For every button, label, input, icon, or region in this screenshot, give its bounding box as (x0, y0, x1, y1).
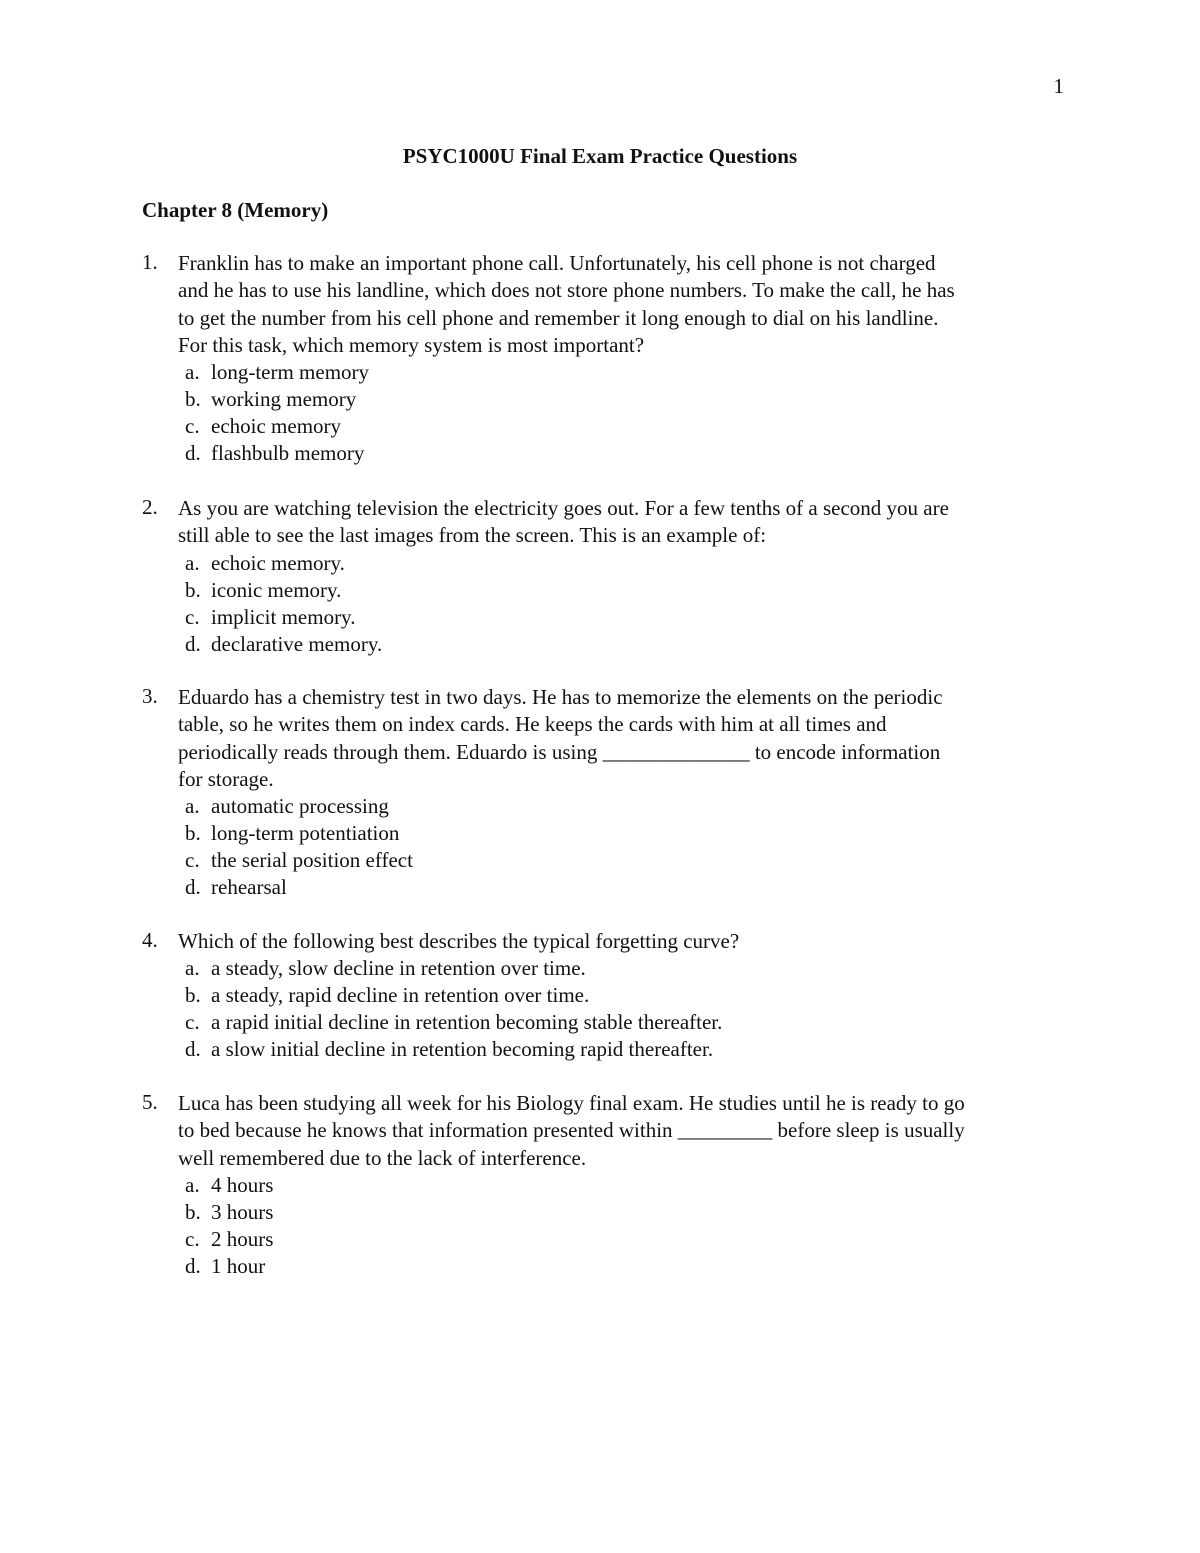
option-b: b. iconic memory. (185, 577, 342, 602)
question-number: 2. (142, 495, 158, 519)
option-d: d. flashbulb memory (185, 441, 365, 466)
option-c: c. a rapid initial decline in retention becoming stable thereafter. (185, 1010, 723, 1035)
option-c: c. implicit memory. (185, 604, 356, 629)
question-2 (142, 495, 1072, 658)
option-d: d. declarative memory. (185, 631, 383, 656)
question-line: periodically reads through them. Eduardo is using ______________ to encode information (178, 739, 941, 764)
question-text (178, 928, 1068, 955)
option-c: c. the serial position effect (185, 848, 413, 873)
question-number: 3. (142, 684, 158, 708)
question-line: Franklin has to make an important phone call. Unfortunately, his cell phone is not charged (178, 251, 936, 275)
option-b: b. a steady, rapid decline in retention over time. (185, 983, 590, 1008)
question-line: to get the number from his cell phone and remember it long enough to dial on his landline. (178, 305, 939, 330)
question-number: 1. (142, 250, 158, 274)
option-a: a. automatic processing (185, 794, 389, 819)
question-text (178, 495, 1068, 550)
question-line: and he has to use his landline, which does not store phone numbers. To make the call, he has (178, 278, 955, 303)
question-number: 5. (142, 1090, 158, 1114)
option-b: b. long-term potentiation (185, 821, 400, 846)
options-list (185, 793, 1072, 901)
question-text (178, 250, 1068, 359)
chapter-heading: Chapter 8 (Memory) (142, 198, 329, 222)
question-line: For this task, which memory system is most important? (178, 332, 645, 357)
question-text (178, 684, 1068, 793)
question-text (178, 1090, 1068, 1172)
option-a: a. echoic memory. (185, 550, 345, 575)
options-list (185, 955, 1072, 1063)
question-3 (142, 684, 1072, 901)
question-line: Eduardo has a chemistry test in two days. He has to memorize the elements on the periodic (178, 685, 943, 709)
question-5 (142, 1090, 1072, 1280)
option-a: a. 4 hours (185, 1172, 274, 1197)
option-c: c. 2 hours (185, 1226, 274, 1251)
option-b: b. working memory (185, 387, 357, 412)
question-line: for storage. (178, 766, 274, 791)
question-line: still able to see the last images from the screen. This is an example of: (178, 523, 767, 548)
option-d: d. a slow initial decline in retention becoming rapid thereafter. (185, 1037, 714, 1062)
option-b: b. 3 hours (185, 1199, 274, 1224)
option-c: c. echoic memory (185, 414, 342, 439)
option-d: d. 1 hour (185, 1253, 266, 1278)
options-list (185, 1172, 1072, 1280)
page-title: PSYC1000U Final Exam Practice Questions (402, 144, 798, 168)
question-line: As you are watching television the electricity goes out. For a few tenths of a second you are (178, 496, 949, 520)
page-number: 1 (1053, 74, 1064, 98)
options-list (185, 359, 1072, 467)
question-line: to bed because he knows that information presented within _________ before sleep is usually (178, 1118, 965, 1143)
question-line: Luca has been studying all week for his Biology final exam. He studies until he is ready to go (178, 1091, 965, 1115)
question-1 (142, 250, 1072, 467)
option-a: a. a steady, slow decline in retention over time. (185, 956, 586, 981)
option-a: a. long-term memory (185, 360, 370, 385)
question-line: well remembered due to the lack of interference. (178, 1145, 587, 1170)
question-4 (142, 928, 1072, 1063)
options-list (185, 550, 1072, 658)
question-line: table, so he writes them on index cards. He keeps the cards with him at all times and (178, 712, 887, 737)
question-number: 4. (142, 928, 158, 952)
question-line: Which of the following best describes the typical forgetting curve? (178, 929, 740, 953)
option-d: d. rehearsal (185, 875, 287, 900)
